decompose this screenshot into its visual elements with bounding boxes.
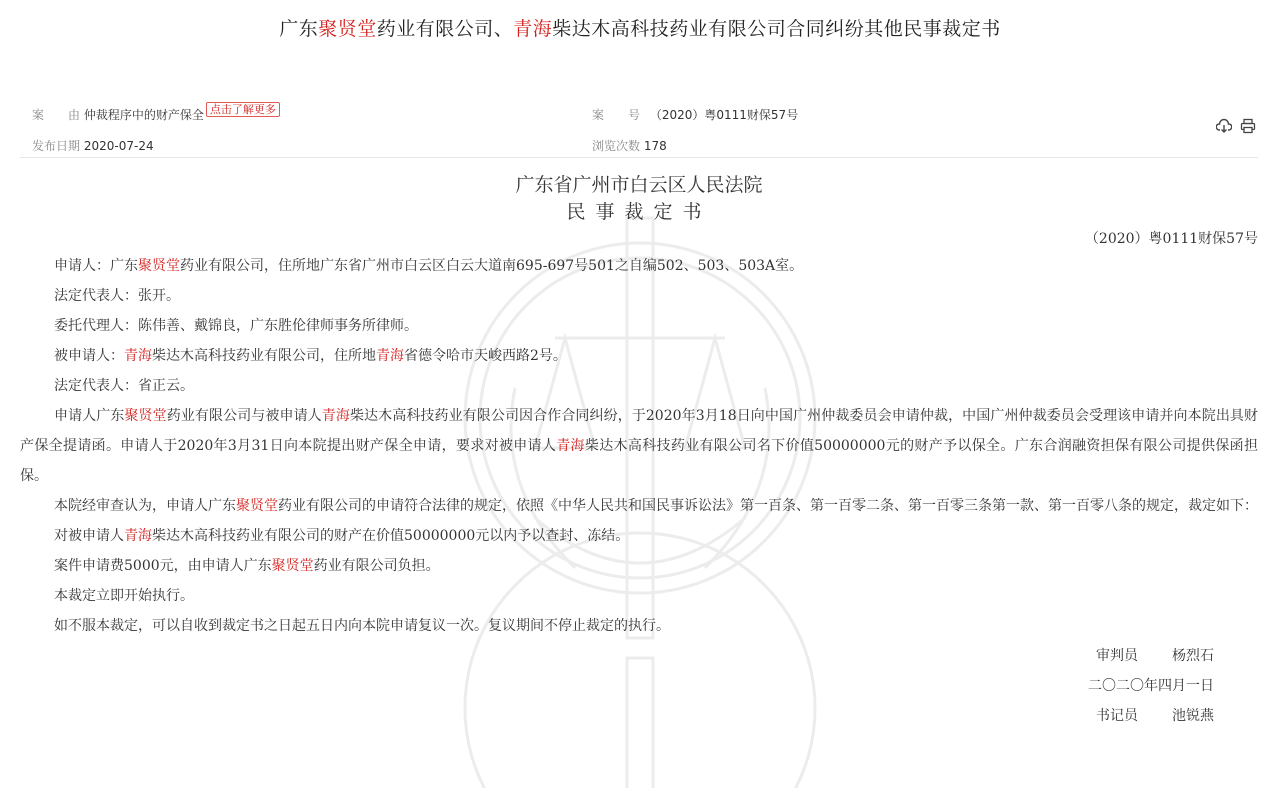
document-paragraph — [20, 401, 1258, 491]
paragraph-text: 药业有限公司与被申请人 — [166, 408, 322, 424]
document-paragraph — [20, 371, 1258, 401]
highlighted-term: 聚贤堂 — [138, 258, 180, 274]
document-type: 民事裁定书 — [566, 201, 712, 223]
clerk-role: 书记员 — [1096, 708, 1138, 724]
toolbar — [1213, 118, 1256, 138]
case-no-label: 案 号 — [592, 108, 641, 122]
case-number — [592, 106, 798, 123]
paragraph-text: 法定代表人：张开。 — [54, 288, 180, 304]
highlighted-term: 青海 — [124, 528, 152, 544]
highlighted-term: 青海 — [124, 348, 152, 364]
view-count — [592, 137, 667, 154]
paragraph-text: 本院经审查认为，申请人广东 — [54, 498, 236, 514]
document-paragraph — [20, 341, 1258, 371]
paragraph-text: 对被申请人 — [54, 528, 124, 544]
paragraph-text: 柴达木高科技药业有限公司，住所地 — [152, 348, 376, 364]
paragraph-text: 法定代表人：省正云。 — [54, 378, 194, 394]
paragraph-text: 委托代理人：陈伟善、戴锦良，广东胜伦律师事务所律师。 — [54, 318, 418, 334]
document-case-number: （2020）粤0111财保57号 — [1084, 231, 1258, 247]
publish-date — [32, 137, 154, 154]
cause-label: 案 由 — [32, 108, 81, 122]
case-no-value: （2020）粤0111财保57号 — [649, 108, 799, 122]
document-body — [20, 170, 1258, 731]
document-paragraph — [20, 491, 1258, 521]
highlighted-term: 青海 — [556, 438, 585, 454]
document-paragraph — [20, 551, 1258, 581]
highlighted-term: 聚贤堂 — [236, 498, 278, 514]
judge-role: 审判员 — [1096, 648, 1138, 664]
download-cloud-icon[interactable] — [1216, 118, 1232, 134]
document-paragraph — [20, 581, 1258, 611]
printer-icon[interactable] — [1240, 118, 1256, 134]
date-label: 发布日期 — [32, 139, 81, 153]
learn-more-link[interactable]: 点击了解更多 — [206, 102, 280, 117]
highlighted-term: 青海 — [376, 348, 404, 364]
paragraph-text: 药业有限公司的申请符合法律的规定，依照《中华人民共和国民事诉讼法》第一百条、第一百零二条、第一百零三条第一款、第一百零八条的规定，裁定如下： — [278, 498, 1258, 514]
paragraph-text: 本裁定立即开始执行。 — [54, 588, 194, 604]
paragraph-text: 如不服本裁定，可以自收到裁定书之日起五日内向本院申请复议一次。复议期间不停止裁定的执行。 — [54, 618, 670, 634]
signature-block — [20, 641, 1258, 731]
highlighted-term: 聚贤堂 — [124, 408, 167, 424]
date-value: 2020-07-24 — [83, 139, 154, 153]
judge-line — [20, 641, 1258, 671]
document-paragraphs — [20, 251, 1258, 641]
clerk-line — [20, 701, 1258, 731]
highlighted-term: 青海 — [321, 408, 350, 424]
paragraph-text: 案件申请费5000元，由申请人广东 — [54, 558, 272, 574]
highlighted-term: 聚贤堂 — [271, 558, 314, 574]
judge-name: 杨烈石 — [1172, 648, 1214, 664]
clerk-name: 池锐燕 — [1172, 708, 1214, 724]
cause-value: 仲裁程序中的财产保全 — [83, 108, 204, 122]
paragraph-text: 柴达木高科技药业有限公司因合作合同纠纷，于2020年3月18日向中国广州仲裁委员会申请仲裁，中国广州仲裁委员会受理该申请并向本院出具财产保全提请函。申请人于2020年3月31日向本院提出财产保全申请，要求对被申请人 — [20, 408, 1259, 454]
document-paragraph — [20, 611, 1258, 641]
page-title: 广东聚贤堂药业有限公司、青海柴达木高科技药业有限公司合同纠纷其他民事裁定书 — [279, 18, 1001, 40]
paragraph-text: 申请人广东 — [54, 408, 125, 424]
document-paragraph — [20, 251, 1258, 281]
paragraph-text: 柴达木高科技药业有限公司名下价值50000000元的财产予以保全。广东合润融资担保有限公司提供保函担保。 — [20, 438, 1258, 484]
document-paragraph — [20, 281, 1258, 311]
court-name: 广东省广州市白云区人民法院 — [515, 174, 763, 196]
views-value: 178 — [643, 139, 667, 153]
document-paragraph — [20, 311, 1258, 341]
paragraph-text: 省德令哈市天峻西路2号。 — [404, 348, 567, 364]
views-label: 浏览次数 — [592, 139, 641, 153]
paragraph-text: 药业有限公司负担。 — [313, 558, 440, 574]
sign-date: 二〇二〇年四月一日 — [1088, 678, 1214, 694]
case-cause — [32, 103, 280, 123]
paragraph-text: 柴达木高科技药业有限公司的财产在价值50000000元以内予以查封、冻结。 — [152, 528, 630, 544]
paragraph-text: 申请人：广东 — [54, 258, 138, 274]
document-paragraph — [20, 521, 1258, 551]
paragraph-text: 被申请人： — [54, 348, 124, 364]
header-divider — [20, 157, 1258, 158]
paragraph-text: 药业有限公司，住所地广东省广州市白云区白云大道南695-697号501之自编502、503、503A室。 — [180, 258, 804, 274]
